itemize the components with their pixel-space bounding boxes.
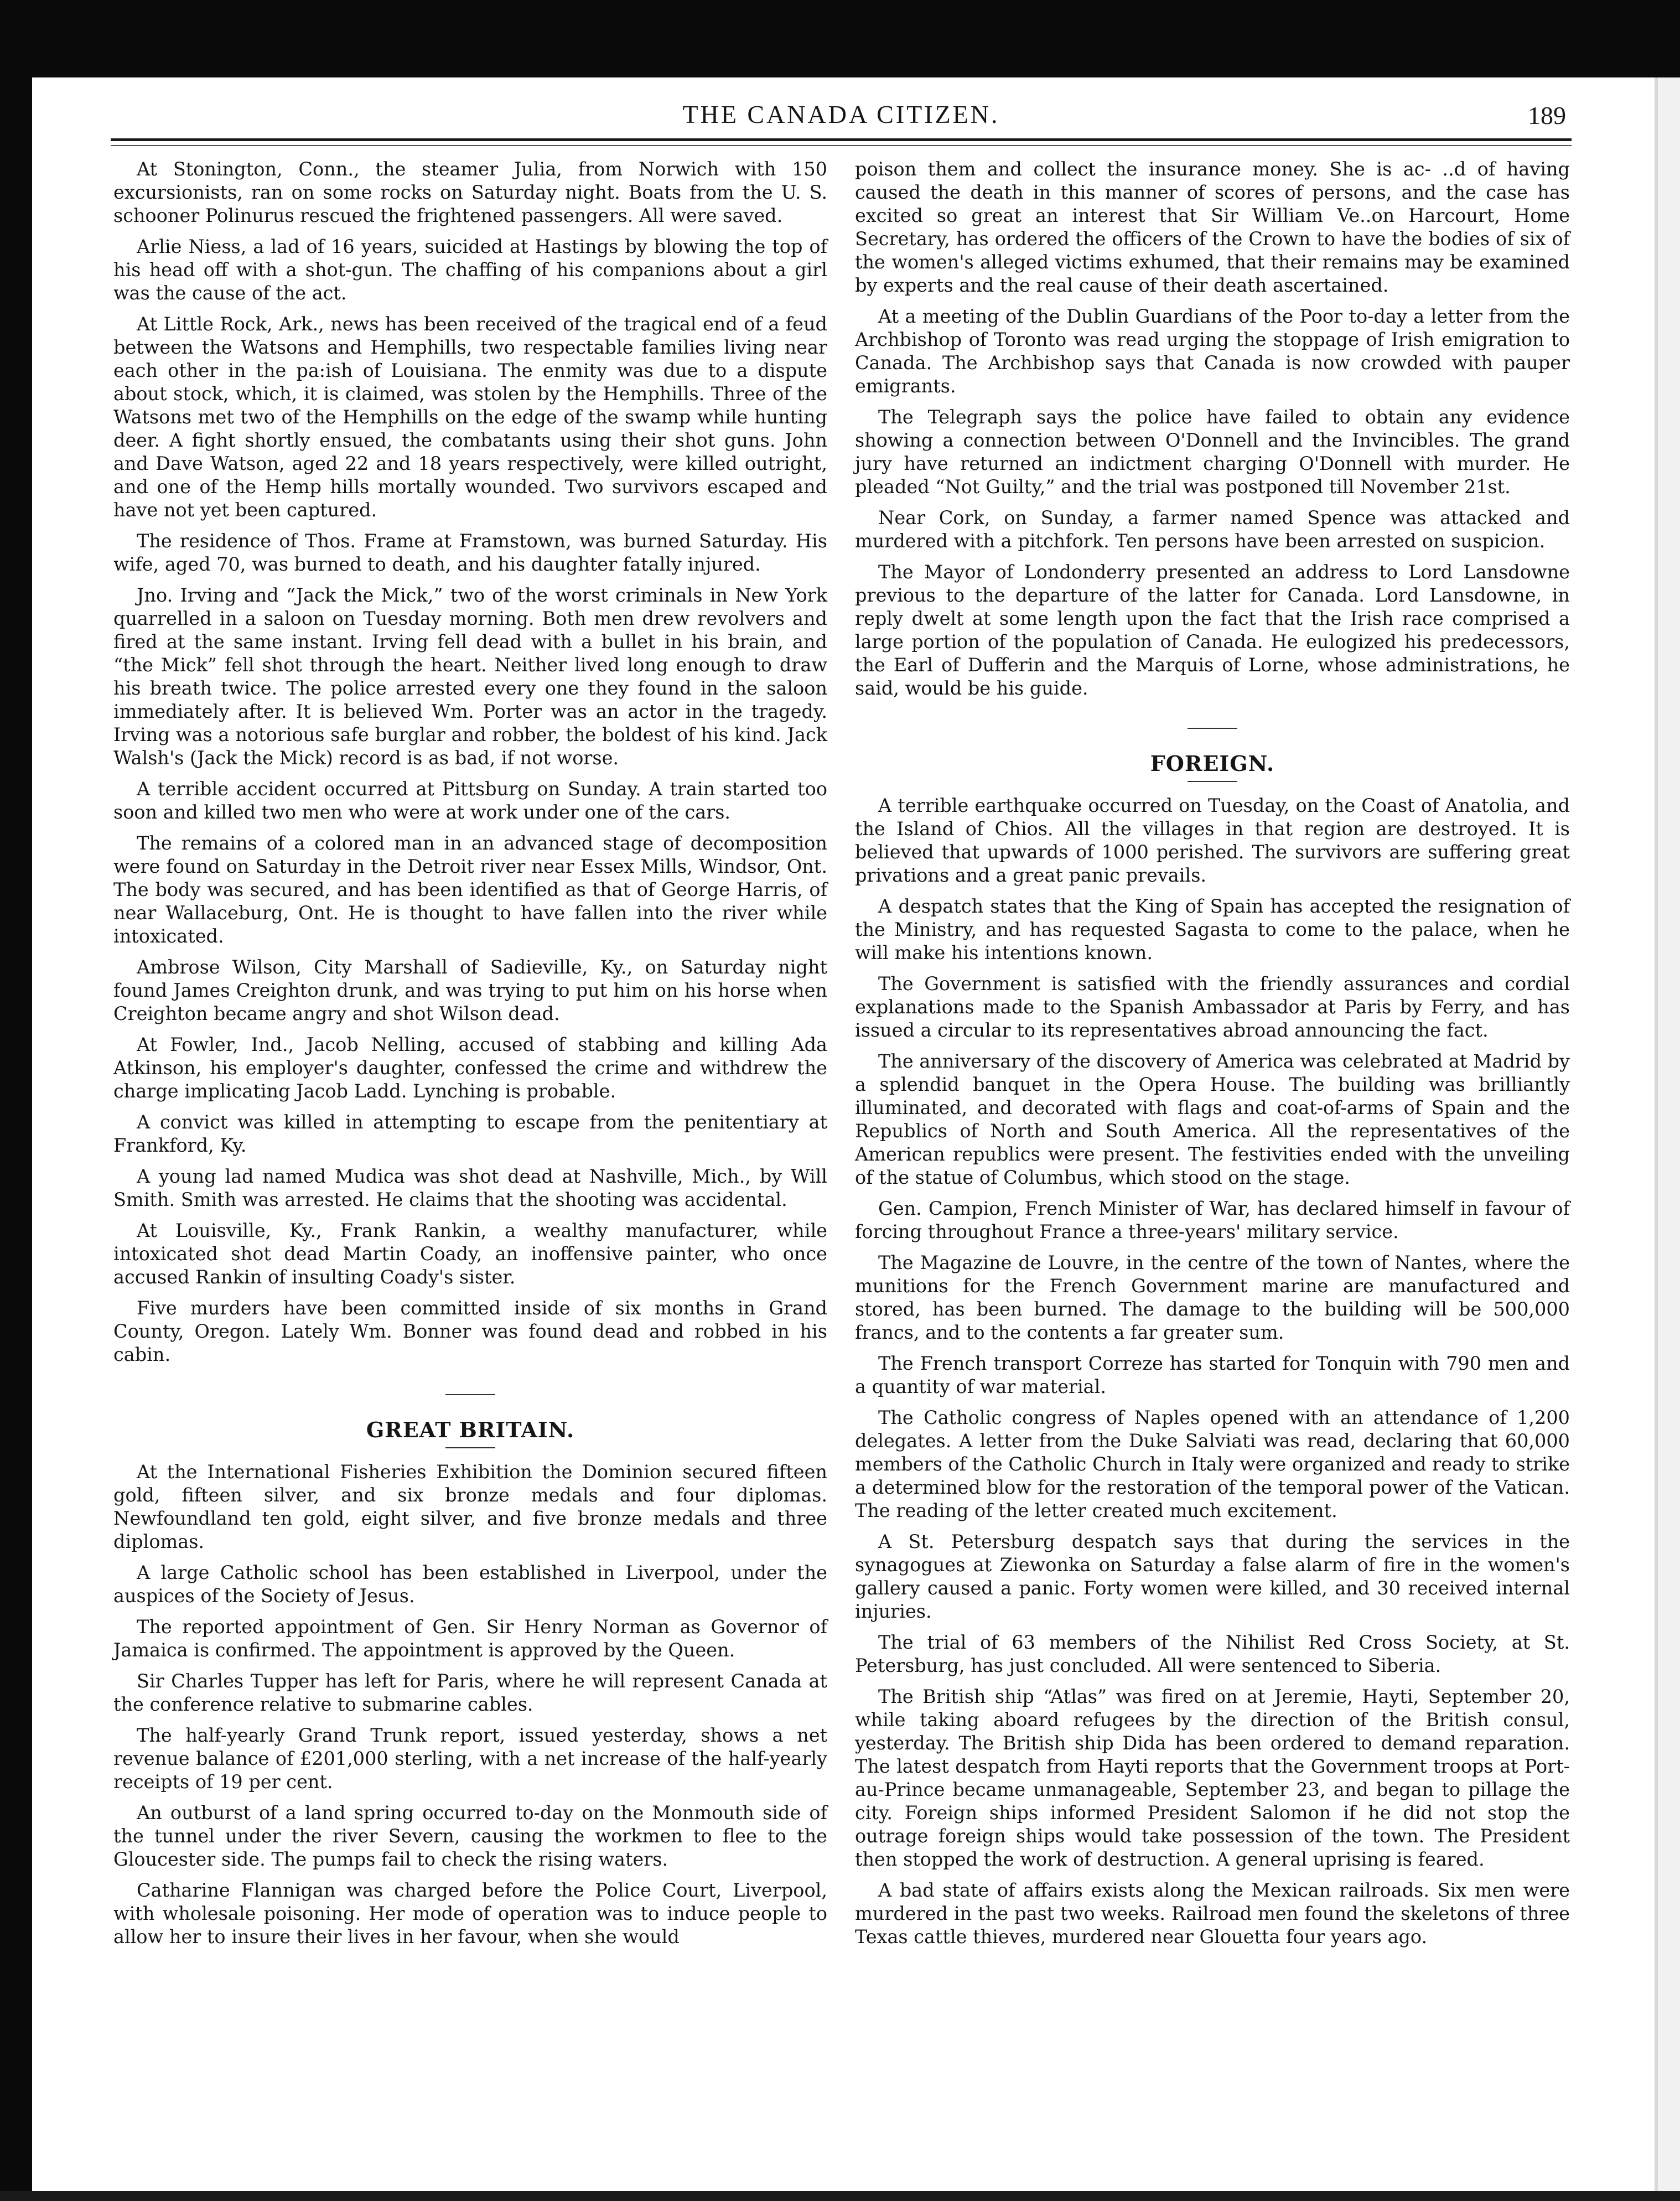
news-paragraph: A large Catholic school has been established in Liverpool, under the auspices of the Society of Jesus. [113, 1562, 827, 1607]
news-paragraph: A St. Petersburg despatch says that during the services in the synagogues at Ziewonka on Saturday a false alarm of fire in the women's gallery caused a panic. Forty women were killed, and 30 received internal injuries. [855, 1531, 1570, 1622]
news-paragraph: An outburst of a land spring occurred to-day on the Monmouth side of the tunnel under the river Severn, causing the workmen to flee to the Gloucester side. The pumps fail to check the rising waters. [113, 1802, 827, 1870]
right-news-items [855, 158, 1570, 700]
news-paragraph: The remains of a colored man in an advanced stage of decomposition were found on Saturday in the Detroit river near Essex Mills, Windsor, Ont. The body was secured, and has been identified as that of George Harris, of near Wallaceburg, Ont. He is thought to have fallen into the river while intoxicated. [113, 832, 827, 947]
news-paragraph: The Catholic congress of Naples opened with an attendance of 1,200 delegates. A letter from the Duke Salviati was read, declaring that 60,000 members of the Catholic Church in Italy were organized and ready to strike a determined blow for the restoration of the temporal power of the Vatican. The reading of the letter created much excitement. [855, 1407, 1570, 1521]
foreign-items [855, 794, 1570, 1949]
section-divider [445, 1447, 495, 1448]
section-divider [1188, 728, 1237, 729]
news-paragraph: The British ship “Atlas” was fired on at Jeremie, Hayti, September 20, while taking aboard refugees by the direction of the British consul, yesterday. The British ship Dida has been ordered to demand reparation. The latest despatch from Hayti reports that the Government troops at Port-au-Prince became unmanageable, September 23, and began to pillage the city. Foreign ships informed President Salomon if he did not stop the outrage foreign ships would take possession of the town. The President then stopped the work of destruction. A general uprising is feared. [855, 1686, 1570, 1870]
news-paragraph: Ambrose Wilson, City Marshall of Sadieville, Ky., on Saturday night found James Creighton drunk, and was trying to put him on his horse when Creighton became angry and shot Wilson dead. [113, 956, 827, 1024]
header-rule-thin [111, 145, 1572, 146]
news-paragraph: The residence of Thos. Frame at Framstown, was burned Saturday. His wife, aged 70, was burned to death, and his daughter fatally injured. [113, 530, 827, 575]
news-paragraph: Near Cork, on Sunday, a farmer named Spence was attacked and murdered with a pitchfork. Ten persons have been arrested on suspicion. [855, 507, 1570, 552]
scan-bottom-edge [0, 2191, 1680, 2201]
scan-top-border [0, 0, 1680, 77]
news-paragraph: At Stonington, Conn., the steamer Julia, from Norwich with 150 excursionists, ran on some rocks on Saturday night. Boats from the U. S. schooner Polinurus rescued the frightened passengers. All were saved. [113, 158, 827, 226]
news-paragraph: The Government is satisfied with the friendly assurances and cordial explanations made to the Spanish Ambassador at Paris by Ferry, and has issued a circular to its representatives abroad announcing the fact. [855, 973, 1570, 1041]
right-column [855, 158, 1570, 1956]
news-paragraph: At the International Fisheries Exhibition the Dominion secured fifteen gold, fifteen silver, and six bronze medals and four diplomas. Newfoundland ten gold, eight silver, and five bronze medals and three diplomas. [113, 1461, 827, 1552]
left-news-items [113, 158, 827, 1366]
news-paragraph: Gen. Campion, French Minister of War, has declared himself in favour of forcing throughout France a three-years' military service. [855, 1198, 1570, 1242]
news-paragraph: The trial of 63 members of the Nihilist Red Cross Society, at St. Petersburg, has just concluded. All were sentenced to Siberia. [855, 1632, 1570, 1676]
news-paragraph: At Fowler, Ind., Jacob Nelling, accused of stabbing and killing Ada Atkinson, his employer's daughter, confessed the crime and withdrew the charge implicating Jacob Ladd. Lynching is probable. [113, 1034, 827, 1102]
header-rule [111, 138, 1572, 141]
scan-left-border [0, 0, 32, 2201]
page-number: 189 [1528, 101, 1566, 130]
news-paragraph: A despatch states that the King of Spain has accepted the resignation of the Ministry, and has requested Sagasta to come to the palace, when he will make his intentions known. [855, 895, 1570, 964]
newspaper-title: THE CANADA CITIZEN. [682, 100, 1000, 128]
news-paragraph: A young lad named Mudica was shot dead at Nashville, Mich., by Will Smith. Smith was arrested. He claims that the shooting was accidental. [113, 1166, 827, 1210]
news-paragraph: Five murders have been committed inside of six months in Grand County, Oregon. Lately Wm. Bonner was found dead and robbed in his cabin. [113, 1297, 827, 1365]
news-paragraph: Sir Charles Tupper has left for Paris, where he will represent Canada at the conference relative to submarine cables. [113, 1670, 827, 1715]
news-paragraph: Jno. Irving and “Jack the Mick,” two of the worst criminals in New York quarrelled in a saloon on Tuesday morning. Both men drew revolvers and fired at the same instant. Irving fell dead with a bullet in his brain, and “the Mick” fell shot through the heart. Neither lived long enough to draw his breath twice. The police arrested every one they found in the saloon immediately after. It is believed Wm. Porter was an actor in the tragedy. Irving was a notorious safe burglar and robber, the boldest of his kind. Jack Walsh's (Jack the Mick) record is as bad, if not worse. [113, 584, 827, 769]
news-paragraph: Catharine Flannigan was charged before the Police Court, Liverpool, with wholesale poisoning. Her mode of operation was to induce people to allow her to insure their lives in her favour, when she would [113, 1879, 827, 1948]
news-paragraph: The half-yearly Grand Trunk report, issued yesterday, shows a net revenue balance of £201,000 sterling, with a net increase of the half-yearly receipts of 19 per cent. [113, 1724, 827, 1793]
left-column [113, 158, 827, 1956]
section-heading-great-britain: GREAT BRITAIN. [366, 1417, 575, 1442]
news-paragraph: At a meeting of the Dublin Guardians of the Poor to-day a letter from the Archbishop of Toronto was read urging the stoppage of Irish emigration to Canada. The Archbishop says that Canada is now crowded with pauper emigrants. [855, 305, 1570, 397]
section-divider [1188, 781, 1237, 782]
page-header [116, 100, 1566, 133]
news-paragraph: At Louisville, Ky., Frank Rankin, a wealthy manufacturer, while intoxicated shot dead Martin Coady, an inoffensive painter, who once accused Rankin of insulting Coady's sister. [113, 1220, 827, 1288]
news-paragraph: The French transport Correze has started for Tonquin with 790 men and a quantity of war material. [855, 1353, 1570, 1397]
news-paragraph: A bad state of affairs exists along the Mexican railroads. Six men were murdered in the past two weeks. Railroad men found the skeletons of three Texas cattle thieves, murdered near Glouetta four years ago. [855, 1879, 1570, 1948]
news-paragraph: A terrible accident occurred at Pittsburg on Sunday. A train started too soon and killed two men who were at work under one of the cars. [113, 778, 827, 823]
news-paragraph: The Mayor of Londonderry presented an address to Lord Lansdowne previous to the departure of the latter for Canada. Lord Lansdowne, in reply dwelt at some length upon the fact that the Irish race comprised a large portion of the population of Canada. He eulogized his predecessors, the Earl of Dufferin and the Marquis of Lorne, whose administrations, he said, would be his guide. [855, 561, 1570, 699]
news-paragraph: At Little Rock, Ark., news has been received of the tragical end of a feud between the Watsons and Hemphills, two respectable families living near each other in the pa:ish of Louisiana. The enmity was due to a dispute about stock, which, it is claimed, was stolen by the Hemphills. Three of the Watsons met two of the Hemphills on the edge of the swamp while hunting deer. A fight shortly ensued, the combatants using their shot guns. John and Dave Watson, aged 22 and 18 years respectively, were killed outright, and one of the Hemp hills mortally wounded. Two survivors escaped and have not yet been captured. [113, 313, 827, 521]
news-paragraph: The Magazine de Louvre, in the centre of the town of Nantes, where the munitions for the French Government marine are manufactured and stored, has been burned. The damage to the building will be 500,000 francs, and to the contents a far greater sum. [855, 1252, 1570, 1343]
news-paragraph: The Telegraph says the police have failed to obtain any evidence showing a connection between O'Donnell and the Invincibles. The grand jury have returned an indictment charging O'Donnell with murder. He pleaded “Not Guilty,” and the trial was postponed till November 21st. [855, 406, 1570, 498]
great-britain-items [113, 1461, 827, 1949]
news-paragraph: A terrible earthquake occurred on Tuesday, on the Coast of Anatolia, and the Island of Chios. All the villages in that region are destroyed. It is believed that upwards of 1000 perished. The survivors are suffering great privations and a great panic prevails. [855, 795, 1570, 886]
news-paragraph: A convict was killed in attempting to escape from the penitentiary at Frankford, Ky. [113, 1111, 827, 1156]
scan-right-edge [1655, 77, 1680, 2201]
section-heading-foreign: FOREIGN. [1150, 751, 1275, 776]
news-paragraph: The reported appointment of Gen. Sir Henry Norman as Governor of Jamaica is confirmed. The appointment is approved by the Queen. [113, 1616, 827, 1661]
news-paragraph: Arlie Niess, a lad of 16 years, suicided at Hastings by blowing the top of his head off with a shot-gun. The chaffing of his companions about a girl was the cause of the act. [113, 236, 827, 304]
section-divider [445, 1394, 495, 1395]
news-paragraph: poison them and collect the insurance money. She is ac- ..d of having caused the death in this manner of scores of persons, and the case has excited so great an interest that Sir William Ve..on Harcourt, Home Secretary, has ordered the officers of the Crown to have the bodies of six of the women's alleged victims exhumed, that their remains may be examined by experts and the real cause of their death ascertained. [855, 158, 1570, 296]
news-paragraph: The anniversary of the discovery of America was celebrated at Madrid by a splendid banquet in the Opera House. The building was brilliantly illuminated, and decorated with flags and coat-of-arms of Spain and the Republics of North and South America. All the representatives of the American republics were present. The festivities ended with the unveiling of the statue of Columbus, which stood on the stage. [855, 1050, 1570, 1188]
